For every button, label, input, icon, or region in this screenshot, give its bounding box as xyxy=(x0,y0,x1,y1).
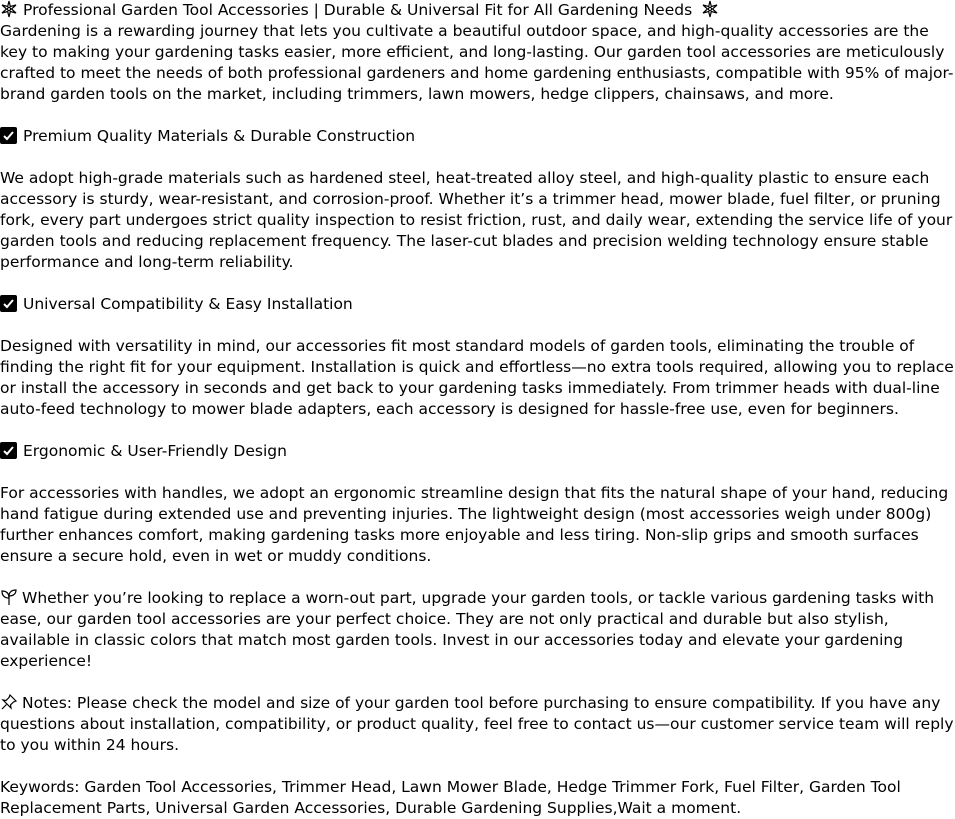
page-title: Professional Garden Tool Accessories | Durable & Universal Fit for All Gardening Needs xyxy=(23,1,693,19)
section-heading-text: Ergonomic & User-Friendly Design xyxy=(23,442,287,460)
section-heading-text: Universal Compatibility & Easy Installation xyxy=(23,295,353,313)
section-heading-text: Premium Quality Materials & Durable Construction xyxy=(23,127,416,145)
section-heading xyxy=(0,441,955,462)
spacer xyxy=(0,315,955,336)
spacer xyxy=(0,672,955,693)
spacer xyxy=(0,756,955,777)
intro-paragraph: Gardening is a rewarding journey that lets you cultivate a beautiful outdoor space, and high-quality accessories are the key to making your gardening tasks easier, more efficient, and long-lasting. Our garden tool accessories are meticulously crafted to meet the needs of both professional gardeners and home gardening enthusiasts, compatible with 95% of major-brand garden tools on the market, including trimmers, lawn mowers, hedge clippers, chainsaws, and more. xyxy=(0,22,954,103)
closing-paragraph xyxy=(0,588,955,672)
spacer xyxy=(0,147,955,168)
check-box-icon xyxy=(0,442,17,459)
notes-text: Notes: Please check the model and size of your garden tool before purchasing to ensure compatibility. If you have any questions about installation, compatibility, or product quality, feel free to contact us—our customer service team will reply to you within 24 hours. xyxy=(0,694,954,754)
spacer xyxy=(0,105,955,126)
check-box-icon xyxy=(0,127,17,144)
spacer xyxy=(0,420,955,441)
section-body: Designed with versatility in mind, our accessories fit most standard models of garden tools, eliminating the trouble of finding the right fit for your equipment. Installation is quick and effortless—no extra tools required, allowing you to replace or install the accessory in seconds and get back to your gardening tasks immediately. From trimmer heads with dual-line auto-feed technology to mower blade adapters, each accessory is designed for hassle-free use, even for beginners. xyxy=(0,337,954,418)
section-heading xyxy=(0,126,955,147)
section-heading xyxy=(0,294,955,315)
sparkle-icon xyxy=(0,0,18,18)
notes-paragraph xyxy=(0,693,955,756)
check-box-icon xyxy=(0,295,17,312)
closing-text: Whether you’re looking to replace a worn-out part, upgrade your garden tools, or tackle various gardening tasks with ease, our garden tool accessories are your perfect choice. They are not only practical and durable but also stylish, available in classic colors that match most garden tools. Invest in our accessories today and elevate your gardening experience! xyxy=(0,589,935,670)
spacer xyxy=(0,567,955,588)
section-body: We adopt high-grade materials such as hardened steel, heat-treated alloy steel, and high-quality plastic to ensure each accessory is sturdy, wear-resistant, and corrosion-proof. Whether it’s a trimmer head, mower blade, fuel filter, or pruning fork, every part undergoes strict quality inspection to resist friction, rust, and daily wear, extending the service life of your garden tools and reducing replacement frequency. The laser-cut blades and precision welding technology ensure stable performance and long-term reliability. xyxy=(0,169,953,271)
keywords-paragraph: Keywords: Garden Tool Accessories, Trimmer Head, Lawn Mower Blade, Hedge Trimmer Fork, Fuel Filter, Garden Tool Replacement Parts, Universal Garden Accessories, Durable Gardening Supplies,Wait a moment. xyxy=(0,778,901,817)
title-line xyxy=(0,0,955,21)
sparkle-icon xyxy=(701,0,719,18)
plant-icon xyxy=(0,588,18,606)
spacer xyxy=(0,273,955,294)
spacer xyxy=(0,462,955,483)
pushpin-icon xyxy=(0,693,18,711)
section-body: For accessories with handles, we adopt an ergonomic streamline design that fits the natural shape of your hand, reducing hand fatigue during extended use and preventing injuries. The lightweight design (most accessories weigh under 800g) further enhances comfort, making gardening tasks more enjoyable and less tiring. Non-slip grips and smooth surfaces ensure a secure hold, even in wet or muddy conditions. xyxy=(0,484,949,565)
